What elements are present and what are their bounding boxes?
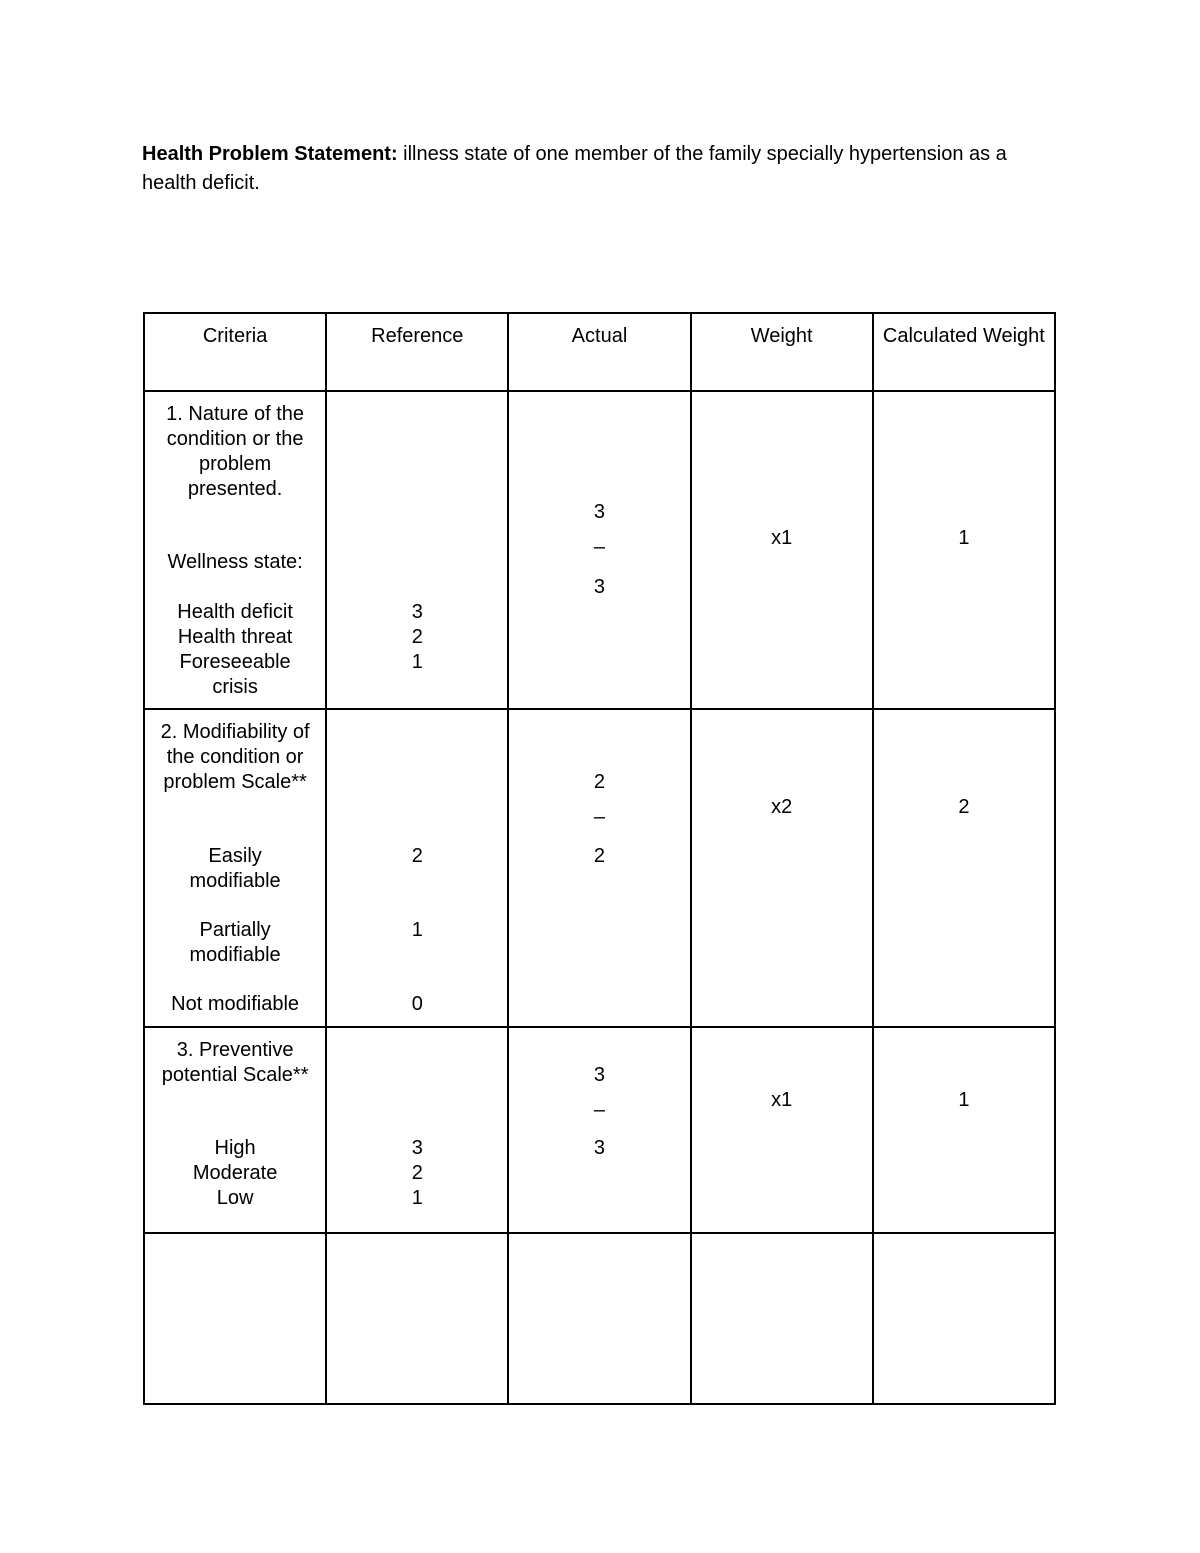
actual-numerator: 2 — [593, 771, 606, 793]
option-label: Health threat — [177, 626, 293, 648]
table-header-row — [144, 313, 1055, 391]
weight-value: x1 — [771, 527, 793, 549]
calculated-weight-value: 1 — [958, 527, 970, 549]
calculated-weight-cell — [873, 1027, 1055, 1233]
criteria-subtitle: Wellness state: — [167, 551, 303, 573]
reference-value: 1 — [411, 919, 423, 941]
option-label: Partially modifiable — [189, 919, 281, 966]
option-label: Moderate — [192, 1162, 278, 1184]
actual-cell — [508, 391, 690, 709]
empty-cell — [691, 1233, 873, 1404]
table-row — [144, 1027, 1055, 1233]
empty-cell — [508, 1233, 690, 1404]
header-criteria: Criteria — [144, 313, 326, 391]
reference-value: 2 — [411, 626, 423, 648]
weight-cell — [691, 391, 873, 709]
actual-denominator: 2 — [593, 845, 606, 867]
empty-cell — [326, 1233, 508, 1404]
empty-cell — [873, 1233, 1055, 1404]
health-problem-statement — [142, 140, 1062, 198]
reference-value: 3 — [411, 601, 423, 623]
header-weight: Weight — [691, 313, 873, 391]
calculated-weight-cell — [873, 709, 1055, 1027]
reference-cell — [326, 391, 508, 709]
reference-value: 0 — [411, 993, 423, 1015]
weight-cell — [691, 1027, 873, 1233]
reference-value: 2 — [411, 845, 423, 867]
reference-value: 1 — [411, 651, 423, 673]
actual-fraction-bar: – — [593, 536, 606, 558]
weight-value: x1 — [771, 1089, 793, 1111]
criteria-cell — [144, 709, 326, 1027]
actual-cell — [508, 1027, 690, 1233]
reference-value: 2 — [411, 1162, 423, 1184]
table-row — [144, 709, 1055, 1027]
table-row-empty — [144, 1233, 1055, 1404]
actual-fraction-bar: – — [593, 806, 606, 828]
calculated-weight-value: 1 — [958, 1089, 970, 1111]
statement-text: illness state of one member of the family specially hypertension as a health deficit. — [142, 143, 1007, 194]
header-calculated-weight: Calculated Weight — [873, 313, 1055, 391]
weight-cell — [691, 709, 873, 1027]
option-label: Foreseeable crisis — [179, 651, 291, 698]
reference-value: 1 — [411, 1187, 423, 1209]
actual-denominator: 3 — [593, 576, 606, 598]
scoring-table — [143, 312, 1056, 1405]
reference-cell — [326, 1027, 508, 1233]
actual-cell — [508, 709, 690, 1027]
statement-label: Health Problem Statement: — [142, 143, 398, 165]
option-label: High — [214, 1137, 256, 1159]
criteria-title: 3. Preventive potential Scale** — [161, 1039, 309, 1086]
header-reference: Reference — [326, 313, 508, 391]
weight-value: x2 — [771, 796, 793, 818]
criteria-title: 1. Nature of the condition or the problem presented. — [166, 403, 305, 500]
criteria-title: 2. Modifiability of the condition or problem Scale** — [160, 721, 310, 793]
calculated-weight-cell — [873, 391, 1055, 709]
actual-fraction-bar: – — [593, 1099, 606, 1121]
criteria-cell — [144, 1027, 326, 1233]
actual-numerator: 3 — [593, 501, 606, 523]
actual-denominator: 3 — [593, 1137, 606, 1159]
reference-cell — [326, 709, 508, 1027]
option-label: Not modifiable — [171, 993, 300, 1015]
reference-value: 3 — [411, 1137, 423, 1159]
table-row — [144, 391, 1055, 709]
actual-numerator: 3 — [593, 1064, 606, 1086]
header-actual: Actual — [508, 313, 690, 391]
calculated-weight-value: 2 — [958, 796, 970, 818]
option-label: Health deficit — [177, 601, 293, 623]
empty-cell — [144, 1233, 326, 1404]
criteria-cell — [144, 391, 326, 709]
option-label: Easily modifiable — [189, 845, 281, 892]
option-label: Low — [216, 1187, 254, 1209]
